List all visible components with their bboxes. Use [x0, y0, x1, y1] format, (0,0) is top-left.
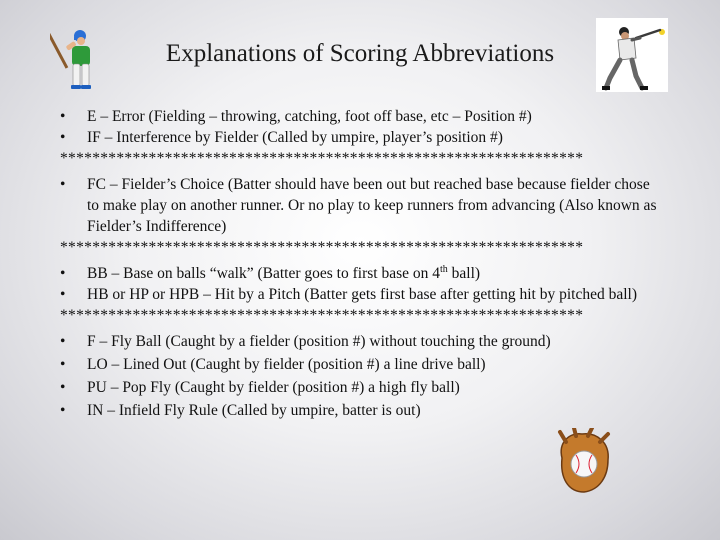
bullet-dot: • — [60, 379, 66, 396]
bullet-text: HB or HP or HPB – Hit by a Pitch (Batter gets first base after getting hit by pitched ball) — [87, 286, 638, 303]
bullet-fielders-choice — [60, 174, 660, 237]
bullet-text: BB – Base on balls “walk” (Batter goes to first base on 4th ball) — [87, 263, 481, 282]
bullet-dot: • — [60, 176, 66, 193]
bullet-dot: • — [60, 402, 66, 419]
bullet-pop-fly — [60, 377, 660, 398]
bullet-dot: • — [60, 108, 66, 125]
bullet-infield-fly — [60, 400, 660, 421]
bullet-text: F – Fly Ball (Caught by a fielder (position #) without touching the ground) — [87, 333, 551, 350]
separator-line: ***************************************************************** — [60, 239, 584, 256]
bullet-text: E – Error (Fielding – throwing, catching, foot off base, etc – Position #) — [87, 108, 532, 125]
bullet-dot: • — [60, 129, 66, 146]
bullet-base-on-balls — [60, 263, 660, 284]
bullet-text: IN – Infield Fly Rule (Called by umpire, batter is out) — [87, 402, 421, 419]
bullet-dot: • — [60, 333, 66, 350]
bullet-text: LO – Lined Out (Caught by fielder (position #) a line drive ball) — [87, 356, 486, 373]
slide-title: Explanations of Scoring Abbreviations — [165, 40, 555, 67]
bullet-text: FC – Fielder’s Choice (Batter should have been out but reached base because fielder chose to make play on another runner. Or no play to keep runners from advancing (Also known as Fielder’s Indifference) — [87, 176, 657, 235]
slide-body — [60, 106, 660, 421]
bullet-error — [60, 106, 660, 127]
bullet-dot: • — [60, 356, 66, 373]
bullet-dot: • — [60, 265, 66, 282]
bullet-fly-ball — [60, 331, 660, 352]
bullet-lined-out — [60, 354, 660, 375]
bullet-hit-by-pitch — [60, 284, 660, 305]
glove-clipart — [552, 428, 616, 496]
separator-line: ***************************************************************** — [60, 150, 584, 167]
bullet-text: PU – Pop Fly (Caught by fielder (position #) a high fly ball) — [87, 379, 460, 396]
separator-line: ***************************************************************** — [60, 307, 584, 324]
ordinal-superscript: th — [439, 263, 448, 275]
bullet-dot: • — [60, 286, 66, 303]
bullet-interference — [60, 127, 660, 148]
bullet-text: IF – Interference by Fielder (Called by umpire, player’s position #) — [87, 129, 503, 146]
batter-clipart-right — [596, 18, 668, 92]
